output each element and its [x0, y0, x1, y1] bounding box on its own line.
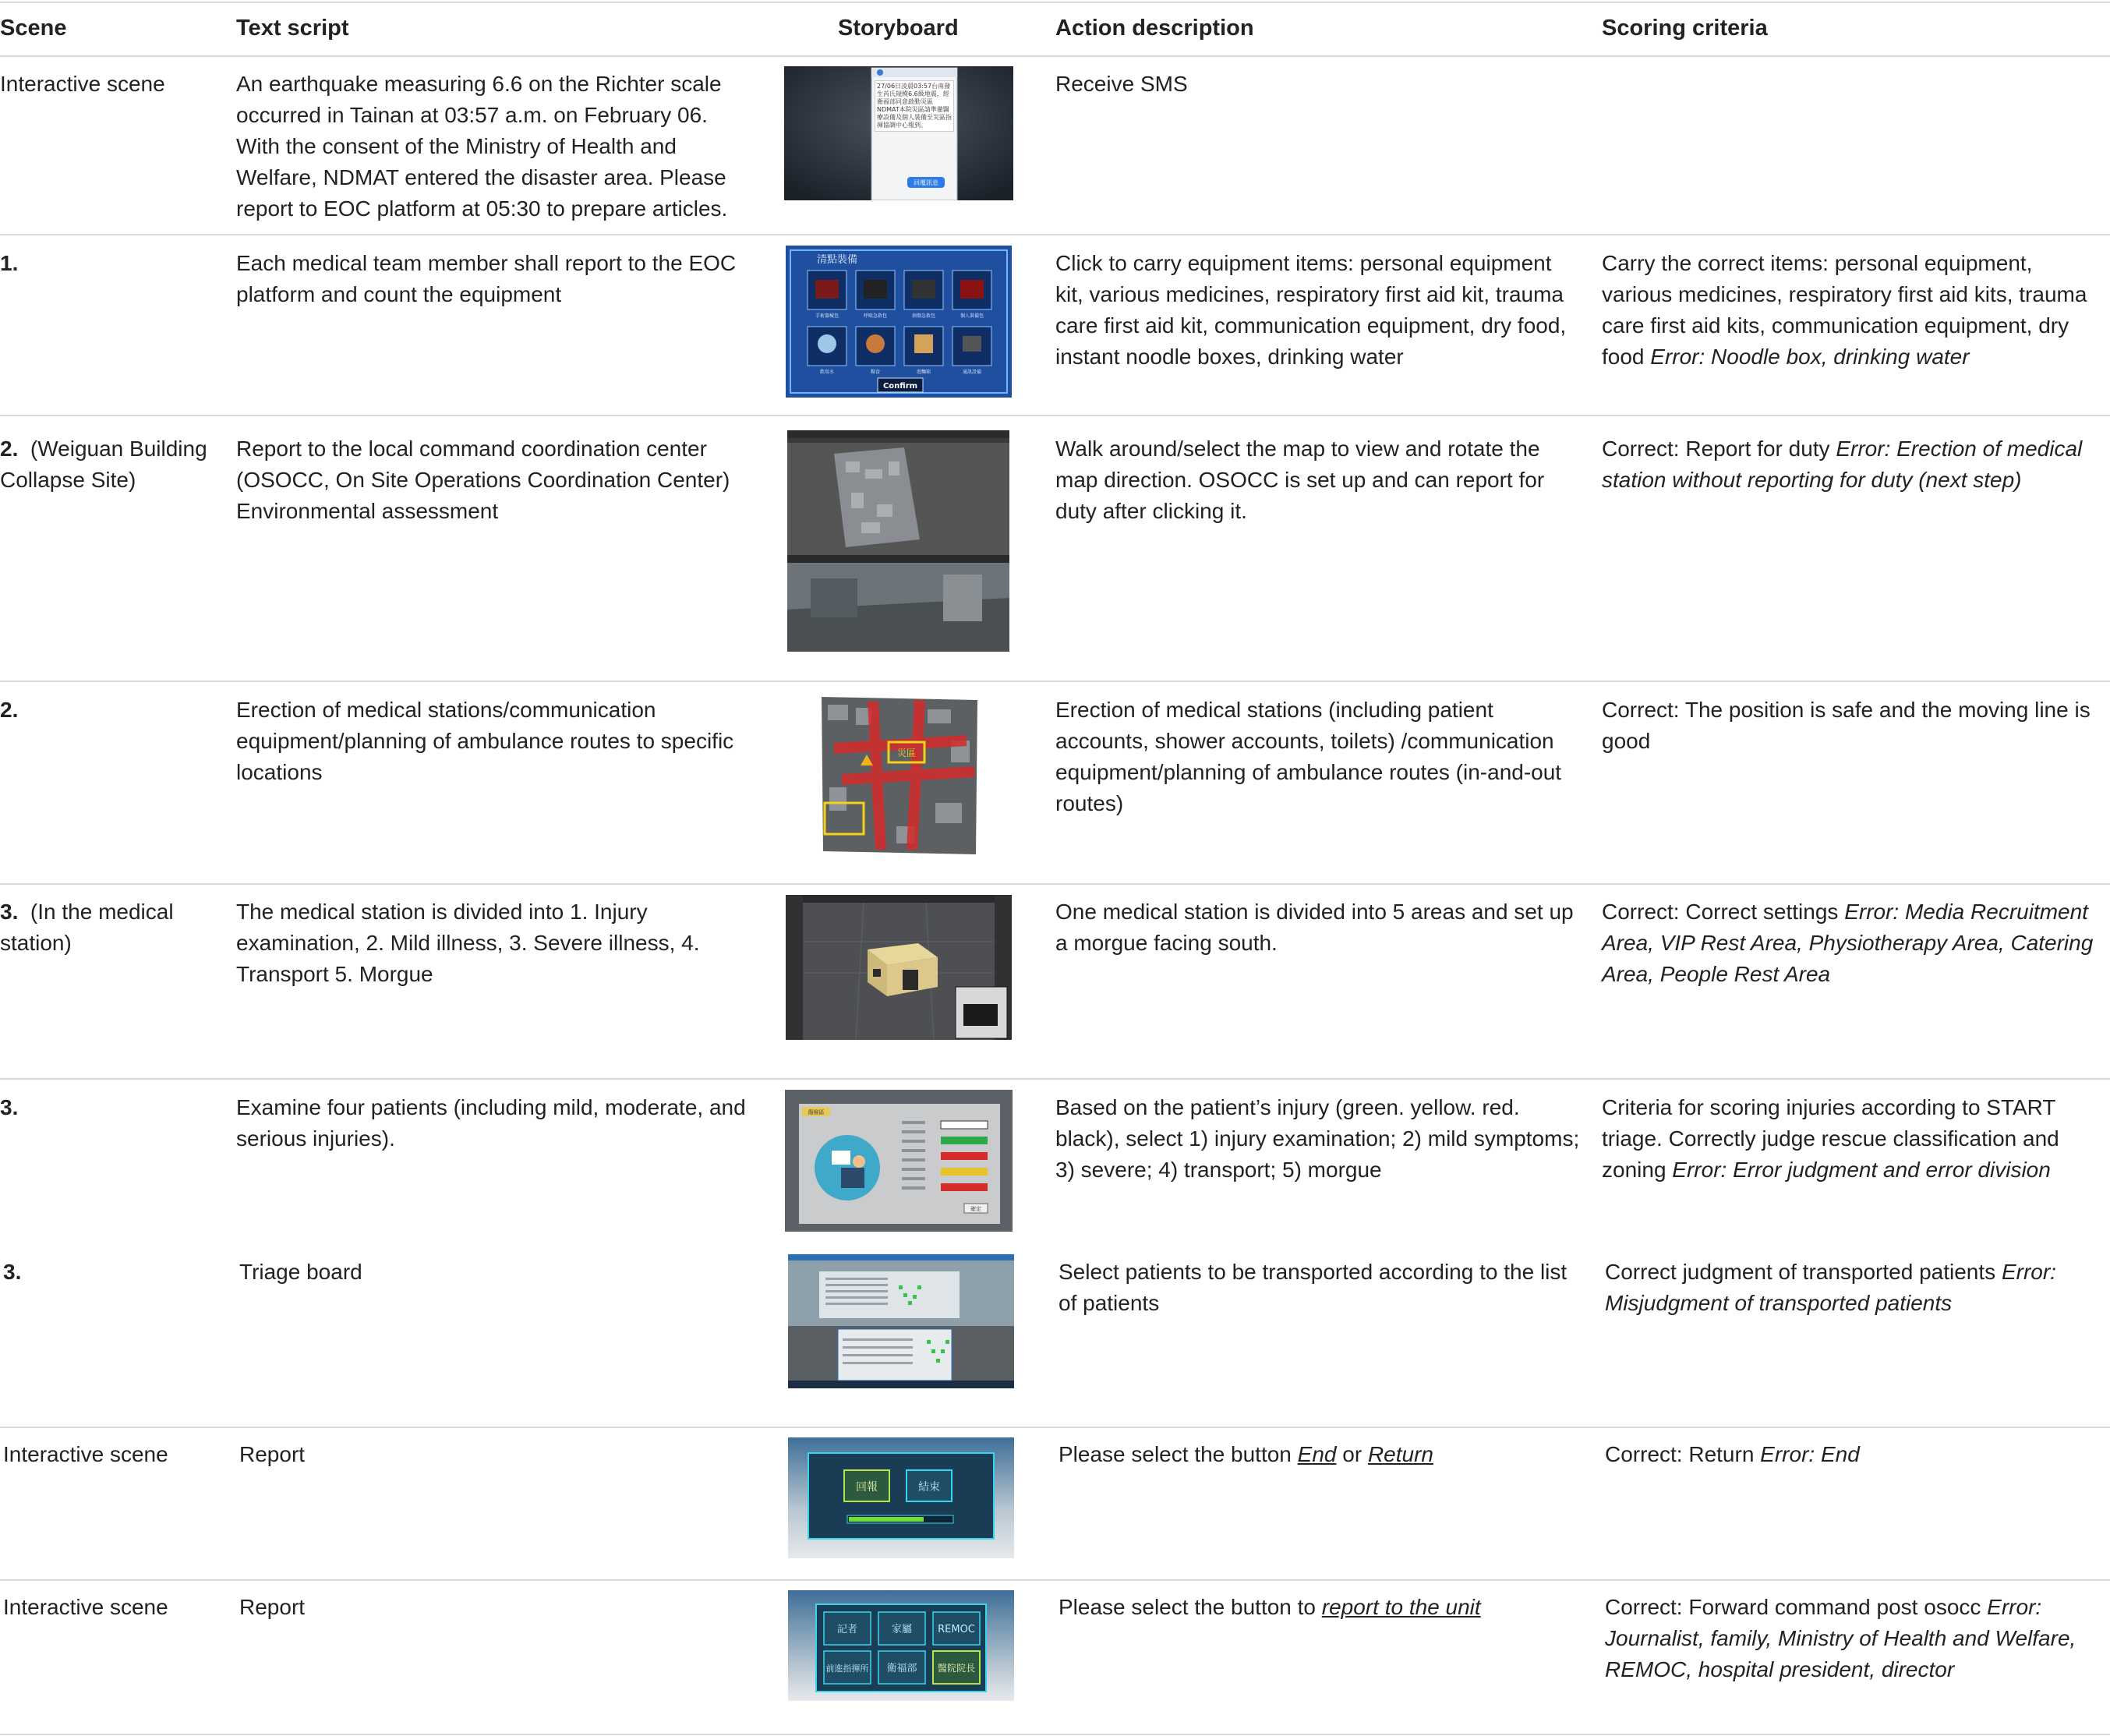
row8-scoring-error: Error: End [1760, 1442, 1860, 1466]
equipment-label: 通訊設備 [962, 369, 982, 375]
row2-scoring-error: Error: Noodle box, drinking water [1650, 345, 1970, 369]
report-to-unit-reference: report to the unit [1321, 1595, 1481, 1619]
row-divider [0, 681, 2110, 682]
row7-scene-number: 3. [3, 1260, 22, 1284]
row3-scoring-correct: Correct: Report for duty [1602, 437, 1836, 461]
row8-action-or: or [1336, 1442, 1368, 1466]
row3-action: Walk around/select the map to view and rotate the map direction. OSOCC is set up and can report for duty after clicking it. [1055, 437, 1545, 523]
equipment-label: 糧食 [870, 369, 881, 375]
row2-action: Click to carry equipment items: personal equipment kit, various medicines, respiratory first aid kit, trauma care first aid kit, communication equipment, dry food, instant noodle boxes, drinking water [1055, 251, 1567, 369]
row5-scene-text: (In the medical station) [0, 900, 174, 955]
row-divider [0, 883, 2110, 885]
equipment-label: 呼吸急救包 [863, 313, 888, 319]
equipment-label: 泡麵箱 [916, 369, 931, 375]
row8-action [1059, 1439, 1589, 1470]
row5-action: One medical station is divided into 5 areas and set up a morgue facing south. [1055, 900, 1574, 955]
row7-scoring-error: Error: Misjudgment of transported patients [1605, 1260, 2056, 1315]
exam-done-label: 確定 [970, 1206, 981, 1212]
row8-scoring [1605, 1439, 2108, 1470]
storyboard-sms-image [784, 66, 1013, 200]
row6-scoring-correct: Criteria for scoring injuries according to START triage. Correctly judge rescue classification and zoning [1602, 1095, 2059, 1182]
reply-button-label: 回覆訊息 [914, 179, 938, 186]
row8-scoring-correct: Correct: Return [1605, 1442, 1761, 1466]
row5-text-script: The medical station is divided into 1. Injury examination, 2. Mild illness, 3. Severe illness, 4. Transport 5. Morgue [236, 900, 700, 986]
row5-scoring [1602, 896, 2108, 990]
equipment-label: 創傷急救包 [911, 313, 936, 319]
row6-action: Based on the patient’s injury (green. yellow. red. black), select 1) injury examination; 2) mild symptoms; 3) severe; 4) transport; 5) morgue [1055, 1095, 1580, 1182]
row7-scoring [1605, 1257, 2108, 1319]
row3-scoring-error: Error: Erection of medical station without reporting for duty (next step) [1602, 437, 2083, 492]
header-rule [0, 55, 2110, 57]
row7-scoring-correct: Correct judgment of transported patients [1605, 1260, 2002, 1284]
storyboard-end-return-image [788, 1437, 1014, 1558]
row2-text-script: Each medical team member shall report to the EOC platform and count the equipment [236, 251, 737, 306]
row8-scene: Interactive scene [3, 1442, 168, 1466]
exam-area-tag: 傷檢區 [808, 1109, 825, 1115]
storyboard-site-map-image [787, 430, 1009, 652]
header-scoring-criteria: Scoring criteria [1602, 16, 1768, 41]
header-action-description: Action description [1055, 16, 1254, 41]
row3-scene-text: (Weiguan Building Collapse Site) [0, 437, 207, 492]
storyboard-triage-board-image [788, 1254, 1014, 1388]
row2-scene-number: 1. [0, 251, 19, 275]
row3-scoring [1602, 433, 2108, 496]
sms-text: 27/06日凌晨03:57台南發生芮氏規模6.6級地震，經衛福部同意啟動災區NDMAT本院災區請準備醫療設備及個人裝備至災區指揮協調中心報到。 [875, 80, 954, 132]
row-divider [0, 415, 2110, 416]
equipment-label: 個人裝備包 [960, 313, 984, 319]
row1-scene: Interactive scene [0, 72, 165, 96]
row6-scene-number: 3. [0, 1095, 19, 1119]
header-storyboard: Storyboard [838, 16, 959, 41]
row9-scoring-error: Error: Journalist, family, Ministry of Health and Welfare, REMOC, hospital president, director [1605, 1595, 2076, 1681]
header-scene: Scene [0, 16, 67, 41]
end-button-reference: End [1297, 1442, 1337, 1466]
disaster-area-sign: 災區 [896, 748, 917, 758]
return-button-reference: Return [1367, 1442, 1433, 1466]
header-text-script: Text script [236, 16, 349, 41]
row5-scene [0, 896, 226, 959]
row7-action: Select patients to be transported according to the list of patients [1059, 1260, 1567, 1315]
row-divider [0, 1078, 2110, 1080]
row1-text-script: An earthquake measuring 6.6 on the Richter scale occurred in Tainan at 03:57 a.m. on February 06. With the consent of the Ministry of Health and Welfare, NDMAT entered the disaster area. Please report to EOC platform at 05:30 to prepare articles. [236, 72, 728, 221]
row2-scoring [1602, 248, 2108, 373]
row4-scoring: Correct: The position is safe and the moving line is good [1602, 698, 2091, 753]
confirm-button-label: Confirm [882, 382, 918, 391]
row5-scoring-error: Error: Media Recruitment Area, VIP Rest Area, Physiotherapy Area, Catering Area, People Rest Area [1602, 900, 2094, 986]
row-divider [0, 1427, 2110, 1428]
row9-scoring [1605, 1592, 2108, 1685]
row9-scoring-correct: Correct: Forward command post osocc [1605, 1595, 1988, 1619]
row4-scene-number: 2. [0, 698, 19, 722]
row3-scene [0, 433, 226, 496]
row1-action: Receive SMS [1055, 72, 1188, 96]
row9-scene: Interactive scene [3, 1595, 168, 1619]
row9-action [1059, 1592, 1589, 1623]
journalist-button-label: 記者 [836, 1624, 858, 1635]
family-button-label: 家屬 [891, 1624, 913, 1635]
equipment-label: 手術器械包 [815, 313, 839, 319]
hospital-president-button-label: 醫院院長 [937, 1663, 976, 1674]
ministry-button-label: 衛福部 [886, 1663, 917, 1674]
remoc-button-label: REMOC [938, 1624, 975, 1635]
table-top-rule [0, 2, 2110, 3]
row4-action: Erection of medical stations (including patient accounts, shower accounts, toilets) /communication equipment/planning of ambulance routes (in-and-out routes) [1055, 698, 1562, 815]
row3-text-script: Report to the local command coordination center (OSOCC, On Site Operations Coordination Center) Environmental assessment [236, 437, 730, 523]
row6-text-script: Examine four patients (including mild, moderate, and serious injuries). [236, 1095, 746, 1151]
row9-text-script: Report [239, 1595, 306, 1619]
table-bottom-rule [0, 1734, 2110, 1735]
row-divider [0, 1579, 2110, 1581]
storyboard-patient-exam-image [785, 1090, 1013, 1232]
row6-scoring-error: Error: Error judgment and error division [1672, 1158, 2051, 1182]
forward-command-post-button-label: 前進指揮所 [825, 1664, 869, 1674]
row7-text-script: Triage board [239, 1260, 362, 1284]
storyboard-medical-station-image [786, 895, 1012, 1040]
equipment-label: 飲用水 [819, 369, 835, 375]
row6-scoring [1602, 1092, 2108, 1186]
row5-scene-number: 3. [0, 900, 19, 924]
row8-action-text: Please select the button [1059, 1442, 1298, 1466]
return-button-label: 回報 [856, 1481, 878, 1494]
row5-scoring-correct: Correct: Correct settings [1602, 900, 1845, 924]
row-divider [0, 234, 2110, 235]
end-button-label: 結束 [918, 1481, 940, 1494]
storyboard-equipment-image [786, 246, 1012, 398]
row9-action-text: Please select the button to [1059, 1595, 1322, 1619]
storyboard-report-unit-image [788, 1590, 1014, 1701]
equipment-title: 清點裝備 [817, 254, 858, 266]
row8-text-script: Report [239, 1442, 306, 1466]
row3-scene-number: 2. [0, 437, 19, 461]
row4-text-script: Erection of medical stations/communication equipment/planning of ambulance routes to specific locations [236, 698, 734, 784]
storyboard-aerial-map-image [818, 694, 981, 857]
row2-scoring-correct: Carry the correct items: personal equipment, various medicines, respiratory first aid kits, trauma care first aid kits, communication equipment, dry food [1602, 251, 2087, 369]
